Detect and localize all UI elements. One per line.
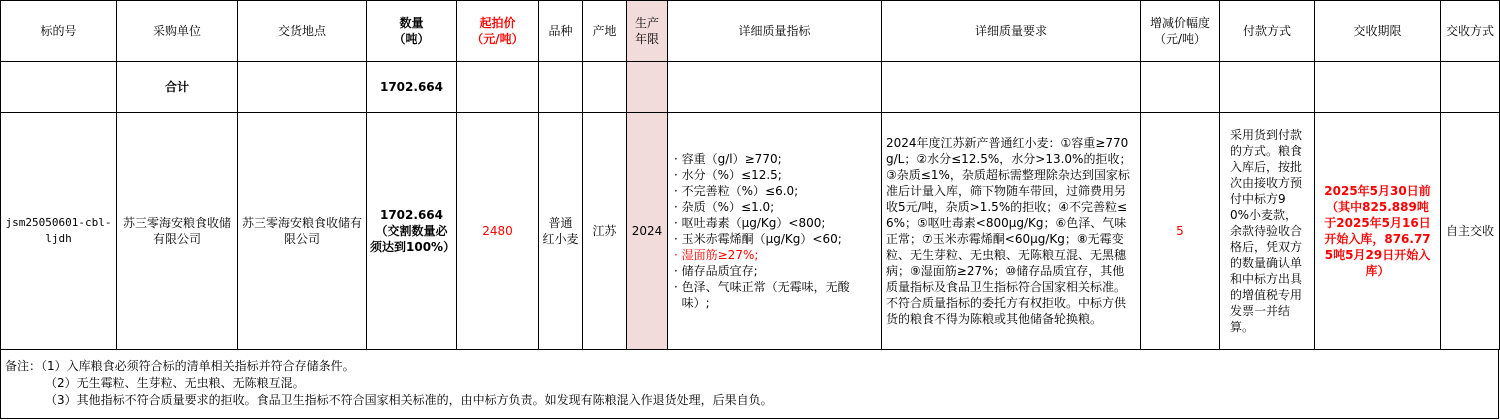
total-label: 合计 — [117, 62, 238, 113]
variety-value: 普通 红小麦 — [539, 113, 583, 350]
quality-indicator-item: · 杂质（%）≤1.0; — [674, 200, 775, 214]
header-quality-requirements: 详细质量要求 — [882, 1, 1141, 62]
quality-indicator-item: · 水分（%）≤12.5; — [674, 168, 782, 182]
total-cell-empty — [668, 62, 882, 113]
price-step-value: 5 — [1141, 113, 1220, 350]
header-variety: 品种 — [539, 1, 583, 62]
quality-indicator-item: · 色泽、气味正常（无霉味，无酸 — [674, 280, 850, 294]
quality-indicator-item: · 容重（g/l）≥770; — [674, 152, 782, 166]
note-line — [1, 358, 1498, 375]
total-row — [1, 62, 1500, 113]
lot-number: jsm25050601-cbl-ljdh — [1, 113, 117, 350]
notes-section — [0, 349, 1499, 419]
header-origin: 产地 — [583, 1, 627, 62]
quality-requirements-text: 2024年度江苏新产普通红小麦：①容重≥770g/L；②水分≤12.5%，水分>13.0%的拒收；③杂质≤1%，杂质超标需整理除杂达到国家标准后计量入库，筛下物随车带回，过筛费用另收5元/吨，杂质>1.5%的拒收；④不完善粒≤6%；⑤呕吐毒素<800μg/Kg；⑥色泽、气味正常；⑦玉米赤霉烯酮<60μg/Kg；⑧无霉变粒、无生芽粒、无虫粮、无陈粮互混、无黑穗病；⑨湿面筋≥27%；⑩储存品质宜存，其他质量指标及食品卫生指标符合国家相关标准。不符合质量指标的委托方有权拒收。中标方供货的粮食不得为陈粮或其他储备轮换粮。 — [882, 113, 1141, 350]
quantity-value: 1702.664 （交割数量必须达到100%） — [367, 113, 457, 350]
total-quantity: 1702.664 — [367, 62, 457, 113]
header-row — [1, 1, 1500, 62]
quality-indicator-item: · 储存品质宜存; — [674, 264, 758, 278]
delivery-method-value: 自主交收 — [1441, 113, 1500, 350]
quality-indicator-item: · 呕吐毒素（μg/Kg）<800; — [674, 216, 826, 230]
total-cell-year — [627, 62, 668, 113]
header-lot-no: 标的号 — [1, 1, 117, 62]
total-cell-empty — [1220, 62, 1315, 113]
quality-indicators-list — [668, 113, 882, 350]
delivery-place: 苏三零海安粮食收储有限公司 — [238, 113, 367, 350]
header-buyer: 采购单位 — [117, 1, 238, 62]
quality-indicator-item: 味）; — [674, 296, 710, 310]
table-row — [1, 113, 1500, 350]
quality-indicator-item: · 玉米赤霉烯酮（μg/Kg）<60; — [674, 232, 842, 246]
quality-indicator-item-highlight: · 湿面筋≥27%; — [674, 248, 759, 262]
header-delivery-period: 交收期限 — [1315, 1, 1441, 62]
year-value: 2024 — [627, 113, 668, 350]
payment-text: 采用货到付款的方式。粮食入库后，按批次由接收方预付中标方90%小麦款，余款待验收合格后，凭双方的数量确认单和中标方出具的增值税专用发票一并结算。 — [1220, 113, 1315, 350]
total-cell-empty — [1, 62, 117, 113]
notes-label: 备注： — [5, 359, 42, 373]
buyer-name: 苏三零海安粮食收储有限公司 — [117, 113, 238, 350]
header-delivery-method: 交收方式 — [1441, 1, 1500, 62]
origin-value: 江苏 — [583, 113, 627, 350]
header-start-price: 起拍价 （元/吨） — [457, 1, 539, 62]
header-year: 生产 年限 — [627, 1, 668, 62]
total-cell-empty — [1315, 62, 1441, 113]
header-payment: 付款方式 — [1220, 1, 1315, 62]
header-price-step: 增减价幅度 （元/吨） — [1141, 1, 1220, 62]
total-cell-empty — [539, 62, 583, 113]
note-item: （1）入库粮食必须符合标的清单相关指标并符合存储条件。 — [41, 359, 355, 373]
total-cell-empty — [238, 62, 367, 113]
start-price-value: 2480 — [457, 113, 539, 350]
quality-indicator-item: · 不完善粒（%）≤6.0; — [674, 184, 799, 198]
total-cell-empty — [583, 62, 627, 113]
total-cell-empty — [457, 62, 539, 113]
note-item: （2）无生霉粒、生芽粒、无虫粮、无陈粮互混。 — [45, 376, 305, 390]
header-delivery-place: 交货地点 — [238, 1, 367, 62]
delivery-period-text: 2025年5月30日前（其中825.889吨于2025年5月16日开始入库，876.775吨5月29日开始入库） — [1315, 113, 1441, 350]
total-cell-empty — [882, 62, 1141, 113]
note-item: （3）其他指标不符合质量要求的拒收。食品卫生指标不符合国家相关标准的，由中标方负责。如发现有陈粮混入作退货处理，后果自负。 — [45, 393, 773, 407]
total-cell-empty — [1141, 62, 1220, 113]
total-cell-empty — [1441, 62, 1500, 113]
header-quantity: 数量 （吨） — [367, 1, 457, 62]
header-quality-indicators: 详细质量指标 — [668, 1, 882, 62]
